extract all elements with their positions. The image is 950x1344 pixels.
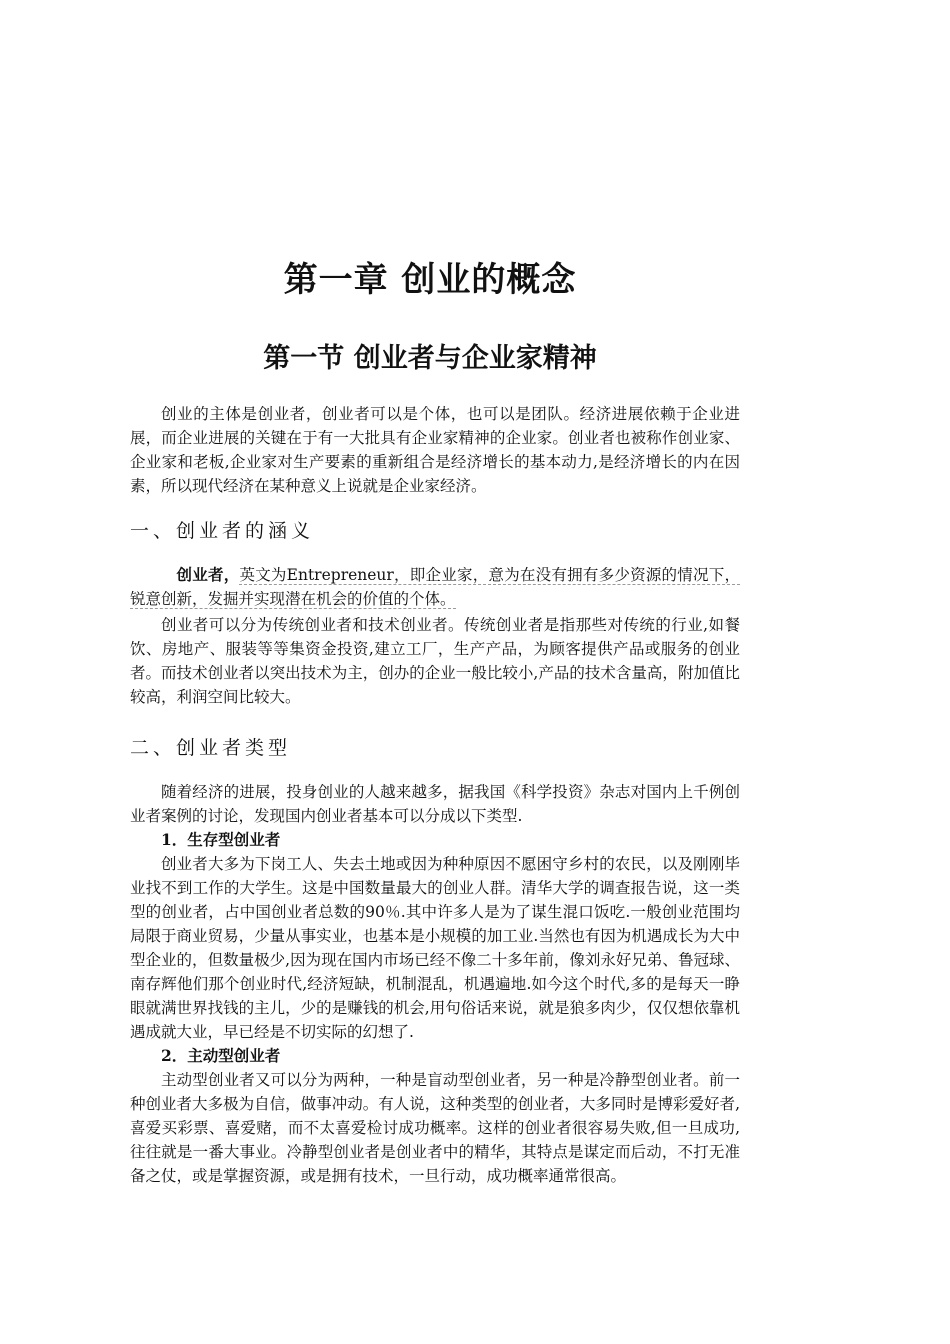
intro-block: [130, 402, 740, 498]
type-2-title: 2．主动型创业者: [161, 1046, 281, 1065]
types-intro-paragraph: 随着经济的进展，投身创业的人越来越多，据我国《科学投资》杂志对国内上千例创业者案例的讨论，发现国内创业者基本可以分成以下类型.: [130, 783, 740, 825]
heading-definition: 一、创业者的涵义: [130, 520, 315, 542]
section-title: 第一节 创业者与企业家精神: [263, 343, 597, 374]
types-paragraph: 创业者可以分为传统创业者和技术创业者。传统创业者是指那些对传统的行业,如餐饮、房地产、服装等等集资金投资,建立工厂，生产产品，为顾客提供产品或服务的创业者。而技术创业者以突出技术为主，创办的企业一般比较小,产品的技术含量高，附加值比较高，利润空间比较大。: [130, 616, 740, 706]
definition-term: 创业者，: [176, 565, 240, 584]
definition-text: 英文为Entrepreneur，即企业家，意为在没有拥有多少资源的情况下，锐意创新，发掘并实现潜在机会的价值的个体。: [130, 566, 740, 608]
types-block: [130, 780, 740, 1188]
definition-block: [130, 563, 740, 709]
type-1-paragraph: 创业者大多为下岗工人、失去土地或因为种种原因不愿困守乡村的农民，以及刚刚毕业找不到工作的大学生。这是中国数量最大的创业人群。清华大学的调查报告说，这一类型的创业者，占中国创业者总数的90％.其中许多人是为了谋生混口饭吃.一般创业范围均局限于商业贸易，少量从事实业，也基本是小规模的加工业.当然也有因为机遇成长为大中型企业的，但数量极少,因为现在国内市场已经不像二十多年前，像刘永好兄弟、鲁冠球、南存辉他们那个创业时代,经济短缺，机制混乱，机遇遍地.如今这个时代,多的是每天一睁眼就满世界找钱的主儿，少的是赚钱的机会,用句俗话来说，就是狼多肉少，仅仅想依靠机遇成就大业，早已经是不切实际的幻想了.: [130, 855, 740, 1041]
chapter-title: 第一章 创业的概念: [283, 260, 577, 300]
type-2-paragraph: 主动型创业者又可以分为两种，一种是盲动型创业者，另一种是冷静型创业者。前一种创业者大多极为自信，做事冲动。有人说，这种类型的创业者，大多同时是博彩爱好者,喜爱买彩票、喜爱赌，而不太喜爱检讨成功概率。这样的创业者很容易失败,但一旦成功,往往就是一番大事业。冷静型创业者是创业者中的精华，其特点是谋定而后动，不打无准备之仗，或是掌握资源，或是拥有技术，一旦行动，成功概率通常很高。: [130, 1071, 740, 1185]
heading-types: 二、创业者类型: [130, 737, 292, 759]
intro-paragraph: 创业的主体是创业者，创业者可以是个体，也可以是团队。经济进展依赖于企业进展，而企业进展的关键在于有一大批具有企业家精神的企业家。创业者也被称作创业家、企业家和老板,企业家对生产要素的重新组合是经济增长的基本动力,是经济增长的内在因素，所以现代经济在某种意义上说就是企业家经济。: [130, 405, 740, 495]
type-1-title: 1．生存型创业者: [161, 830, 281, 849]
definition-paragraph: [130, 563, 740, 611]
